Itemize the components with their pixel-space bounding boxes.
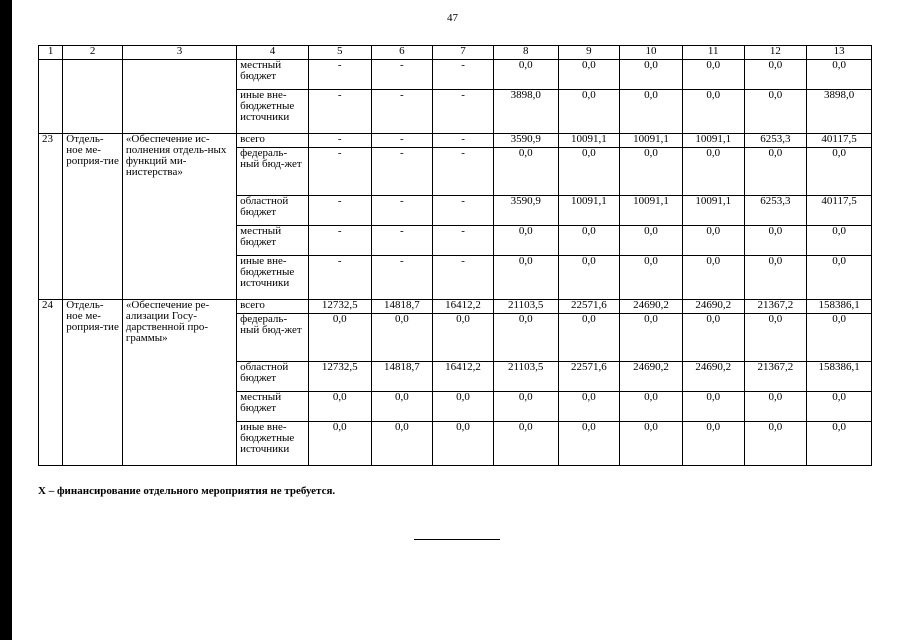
value-cell: 12732,5 <box>308 300 371 314</box>
value-cell: 22571,6 <box>558 300 620 314</box>
value-cell: 0,0 <box>744 226 807 256</box>
value-cell: 16412,2 <box>433 300 494 314</box>
value-cell: 0,0 <box>744 60 807 90</box>
value-cell: 0,0 <box>493 60 558 90</box>
value-cell: 0,0 <box>744 90 807 134</box>
value-cell: 3898,0 <box>493 90 558 134</box>
table-body <box>39 60 872 466</box>
value-cell: - <box>308 90 371 134</box>
value-cell: 6253,3 <box>744 134 807 148</box>
value-cell: - <box>433 256 494 300</box>
value-cell: 0,0 <box>371 392 433 422</box>
value-cell: 10091,1 <box>620 134 683 148</box>
status-cell <box>63 60 123 134</box>
scan-edge-bar <box>0 0 12 640</box>
value-cell: 10091,1 <box>682 134 744 148</box>
value-cell: 0,0 <box>433 392 494 422</box>
value-cell: - <box>308 226 371 256</box>
row-number-cell: 23 <box>39 134 63 300</box>
value-cell: 0,0 <box>493 256 558 300</box>
value-cell: 0,0 <box>433 314 494 362</box>
header-row <box>39 46 872 60</box>
value-cell: - <box>433 134 494 148</box>
value-cell: 0,0 <box>682 392 744 422</box>
name-cell: «Обеспечение ис-полнения отдель-ных функций ми-нистерства» <box>122 134 236 300</box>
source-cell: всего <box>237 300 309 314</box>
value-cell: 22571,6 <box>558 362 620 392</box>
status-cell: Отдель-ное ме-роприя-тие <box>63 134 123 300</box>
value-cell: 40117,5 <box>807 196 872 226</box>
value-cell: 0,0 <box>558 60 620 90</box>
value-cell: 24690,2 <box>620 300 683 314</box>
value-cell: - <box>308 196 371 226</box>
value-cell: 10091,1 <box>558 196 620 226</box>
value-cell: 0,0 <box>308 422 371 466</box>
value-cell: 10091,1 <box>558 134 620 148</box>
value-cell: 0,0 <box>558 422 620 466</box>
value-cell: 0,0 <box>620 60 683 90</box>
value-cell: 21367,2 <box>744 300 807 314</box>
value-cell: 0,0 <box>620 422 683 466</box>
column-header: 10 <box>620 46 683 60</box>
value-cell: 14818,7 <box>371 300 433 314</box>
value-cell: 0,0 <box>744 392 807 422</box>
financing-table <box>38 45 872 466</box>
column-header: 3 <box>122 46 236 60</box>
name-cell <box>122 60 236 134</box>
column-header: 6 <box>371 46 433 60</box>
source-cell: областной бюджет <box>237 362 309 392</box>
value-cell: 0,0 <box>558 226 620 256</box>
table-row <box>39 60 872 90</box>
value-cell: - <box>371 60 433 90</box>
value-cell: 21103,5 <box>493 362 558 392</box>
value-cell: - <box>308 148 371 196</box>
row-number-cell: 24 <box>39 300 63 466</box>
value-cell: 0,0 <box>620 226 683 256</box>
value-cell: 0,0 <box>744 314 807 362</box>
value-cell: - <box>371 256 433 300</box>
column-header: 12 <box>744 46 807 60</box>
column-header: 7 <box>433 46 494 60</box>
value-cell: 0,0 <box>807 148 872 196</box>
value-cell: - <box>308 256 371 300</box>
value-cell: 21367,2 <box>744 362 807 392</box>
value-cell: 0,0 <box>371 314 433 362</box>
closing-rule <box>414 539 500 540</box>
value-cell: 3590,9 <box>493 196 558 226</box>
value-cell: - <box>433 148 494 196</box>
value-cell: 0,0 <box>493 422 558 466</box>
value-cell: 24690,2 <box>620 362 683 392</box>
value-cell: - <box>371 148 433 196</box>
value-cell: - <box>433 90 494 134</box>
column-header: 8 <box>493 46 558 60</box>
value-cell: 0,0 <box>558 392 620 422</box>
value-cell: 14818,7 <box>371 362 433 392</box>
value-cell: 10091,1 <box>682 196 744 226</box>
row-number-cell <box>39 60 63 134</box>
value-cell: 6253,3 <box>744 196 807 226</box>
source-cell: всего <box>237 134 309 148</box>
value-cell: 10091,1 <box>620 196 683 226</box>
source-cell: местный бюджет <box>237 60 309 90</box>
value-cell: 0,0 <box>744 422 807 466</box>
page-number: 47 <box>447 12 458 24</box>
value-cell: 0,0 <box>558 256 620 300</box>
source-cell: иные вне-бюджетные источники <box>237 256 309 300</box>
value-cell: - <box>433 226 494 256</box>
value-cell: 0,0 <box>620 256 683 300</box>
source-cell: федераль-ный бюд-жет <box>237 148 309 196</box>
value-cell: 0,0 <box>493 148 558 196</box>
value-cell: 0,0 <box>558 148 620 196</box>
table-row <box>39 134 872 148</box>
value-cell: 0,0 <box>682 256 744 300</box>
value-cell: 0,0 <box>620 90 683 134</box>
value-cell: 0,0 <box>558 90 620 134</box>
source-cell: местный бюджет <box>237 226 309 256</box>
value-cell: 0,0 <box>308 314 371 362</box>
value-cell: 21103,5 <box>493 300 558 314</box>
column-header: 1 <box>39 46 63 60</box>
value-cell: 0,0 <box>682 60 744 90</box>
value-cell: 0,0 <box>807 314 872 362</box>
column-header: 9 <box>558 46 620 60</box>
table-row <box>39 300 872 314</box>
value-cell: - <box>371 226 433 256</box>
value-cell: 0,0 <box>371 422 433 466</box>
value-cell: 24690,2 <box>682 362 744 392</box>
name-cell: «Обеспечение ре-ализации Госу-дарственной про-граммы» <box>122 300 236 466</box>
source-cell: областной бюджет <box>237 196 309 226</box>
value-cell: - <box>308 60 371 90</box>
value-cell: 0,0 <box>308 392 371 422</box>
value-cell: 0,0 <box>807 60 872 90</box>
value-cell: 0,0 <box>558 314 620 362</box>
value-cell: 0,0 <box>807 392 872 422</box>
value-cell: - <box>371 196 433 226</box>
source-cell: иные вне-бюджетные источники <box>237 422 309 466</box>
value-cell: 0,0 <box>682 226 744 256</box>
value-cell: 3898,0 <box>807 90 872 134</box>
value-cell: 0,0 <box>807 226 872 256</box>
source-cell: иные вне-бюджетные источники <box>237 90 309 134</box>
value-cell: 0,0 <box>682 314 744 362</box>
value-cell: 0,0 <box>682 422 744 466</box>
value-cell: 40117,5 <box>807 134 872 148</box>
value-cell: 3590,9 <box>493 134 558 148</box>
value-cell: 0,0 <box>493 314 558 362</box>
value-cell: - <box>371 134 433 148</box>
value-cell: - <box>308 134 371 148</box>
value-cell: 0,0 <box>744 256 807 300</box>
column-header: 13 <box>807 46 872 60</box>
column-header: 2 <box>63 46 123 60</box>
column-header: 11 <box>682 46 744 60</box>
value-cell: 0,0 <box>682 90 744 134</box>
value-cell: 0,0 <box>682 148 744 196</box>
value-cell: 0,0 <box>744 148 807 196</box>
value-cell: - <box>433 60 494 90</box>
value-cell: 12732,5 <box>308 362 371 392</box>
value-cell: 0,0 <box>620 148 683 196</box>
source-cell: федераль-ный бюд-жет <box>237 314 309 362</box>
footnote: Х – финансирование отдельного мероприятия не требуется. <box>38 485 336 497</box>
value-cell: 158386,1 <box>807 362 872 392</box>
value-cell: 16412,2 <box>433 362 494 392</box>
value-cell: - <box>433 196 494 226</box>
status-cell: Отдель-ное ме-роприя-тие <box>63 300 123 466</box>
source-cell: местный бюджет <box>237 392 309 422</box>
value-cell: 158386,1 <box>807 300 872 314</box>
value-cell: 0,0 <box>493 226 558 256</box>
value-cell: 0,0 <box>493 392 558 422</box>
value-cell: - <box>371 90 433 134</box>
column-header: 5 <box>308 46 371 60</box>
value-cell: 0,0 <box>433 422 494 466</box>
value-cell: 0,0 <box>620 392 683 422</box>
value-cell: 0,0 <box>620 314 683 362</box>
value-cell: 0,0 <box>807 256 872 300</box>
value-cell: 0,0 <box>807 422 872 466</box>
value-cell: 24690,2 <box>682 300 744 314</box>
column-header: 4 <box>237 46 309 60</box>
